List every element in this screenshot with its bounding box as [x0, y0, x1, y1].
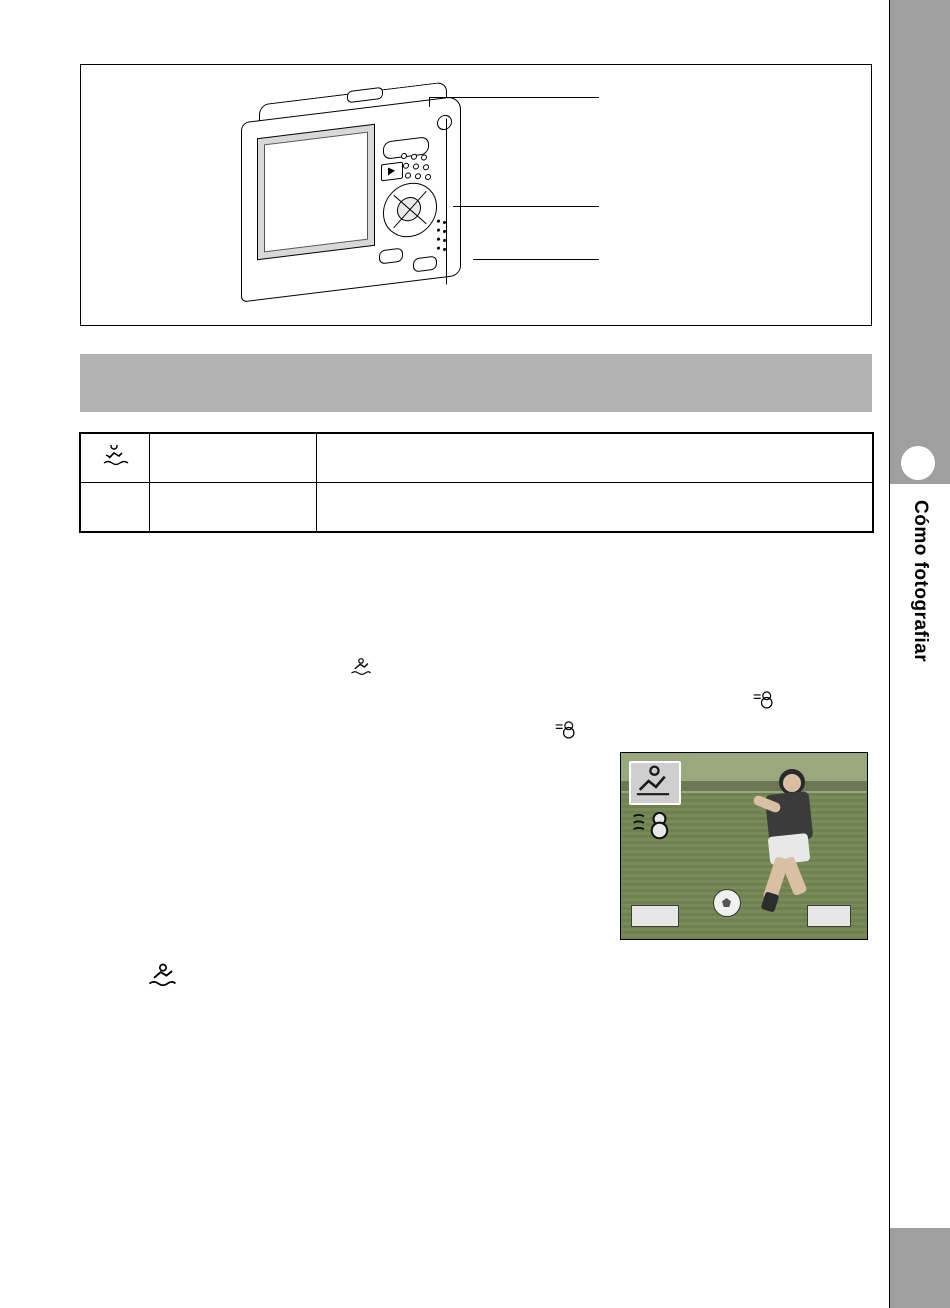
camera-figure-box [80, 64, 872, 326]
mode-table [79, 432, 874, 533]
side-tab-label: Cómo fotografiar [910, 500, 931, 663]
page-side-margin [889, 0, 950, 1308]
table-row [81, 434, 873, 483]
table-cell-mode [150, 483, 317, 532]
table-cell-description [317, 434, 873, 483]
photo-status-tag-right [807, 905, 851, 927]
table-cell-description [317, 483, 873, 532]
side-tab-top-block [890, 0, 950, 442]
snowman-icon [554, 718, 580, 740]
runner-icon [146, 962, 180, 990]
side-tab-marker [890, 442, 950, 484]
lcd-sample-photo [620, 752, 868, 940]
callout-stem-shutter [429, 97, 430, 107]
surf-and-snow-icon [100, 457, 130, 472]
surf-snow-mode-icon [631, 807, 675, 843]
playback-icon [381, 162, 403, 182]
callout-line-indicator [473, 259, 599, 260]
snowman-icon [752, 688, 778, 710]
lcd-monitor [257, 124, 375, 260]
photo-status-tag-left [631, 905, 679, 927]
lcd-monitor-surface [264, 132, 368, 253]
callout-line-four-way [453, 206, 599, 207]
table-cell-mode [150, 434, 317, 483]
photo-subject-boy [749, 769, 833, 909]
microphone-holes [437, 218, 451, 262]
camera-rear-illustration [231, 87, 481, 307]
runner-icon [348, 656, 374, 678]
table-row [81, 483, 873, 532]
callout-line-shutter [429, 97, 599, 98]
sport-mode-icon [629, 761, 681, 805]
side-tab-bottom-block [890, 1228, 950, 1308]
table-cell-icon [81, 434, 150, 483]
section-heading-band [80, 354, 872, 412]
table-cell-icon [81, 483, 150, 532]
photo-soccer-ball [713, 889, 741, 917]
